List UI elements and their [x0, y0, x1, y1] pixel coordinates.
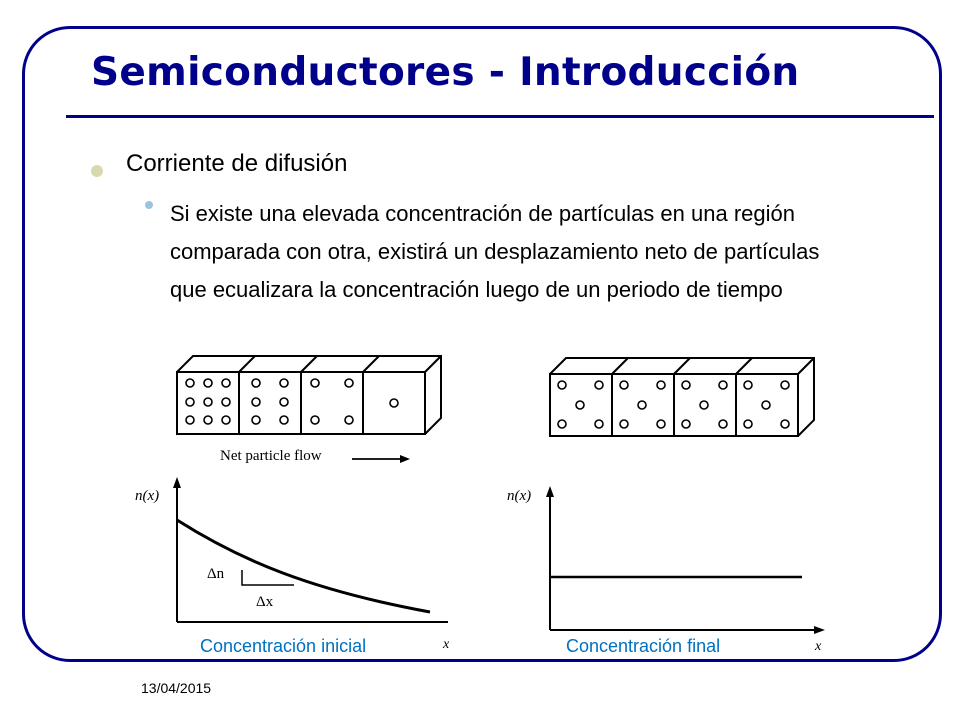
bullet-level2: Si existe una elevada concentración de partículas en una región comparada con otra, existirá un desplazamiento neto de partículas que ecualizara la concentración luego de un periodo de tiempo [170, 201, 820, 302]
right-y-arrow [546, 486, 554, 497]
initial-particle-boxes [177, 356, 441, 434]
left-ylabel: n(x) [135, 488, 160, 504]
final-concentration-graph [507, 486, 825, 656]
bullet-level1: Corriente de difusión [126, 150, 348, 177]
slide-title: Semiconductores - Introducción [91, 50, 800, 95]
slide-date: 13/04/2015 [141, 680, 212, 696]
delta-x-label: Δx [256, 594, 274, 610]
initial-concentration-graph [135, 477, 450, 656]
initial-caption: Concentración inicial [200, 636, 367, 656]
delta-n-label: Δn [207, 566, 225, 582]
initial-particles [186, 379, 398, 424]
right-x-arrow [814, 626, 825, 634]
left-xlabel: x [443, 637, 450, 652]
left-y-arrow [173, 477, 181, 488]
net-flow-arrow [352, 455, 410, 463]
net-flow-label: Net particle flow [220, 448, 322, 464]
final-caption: Concentración final [566, 636, 721, 656]
gradient-triangle [242, 570, 294, 585]
right-ylabel: n(x) [507, 488, 532, 504]
right-xlabel: x [815, 639, 822, 654]
